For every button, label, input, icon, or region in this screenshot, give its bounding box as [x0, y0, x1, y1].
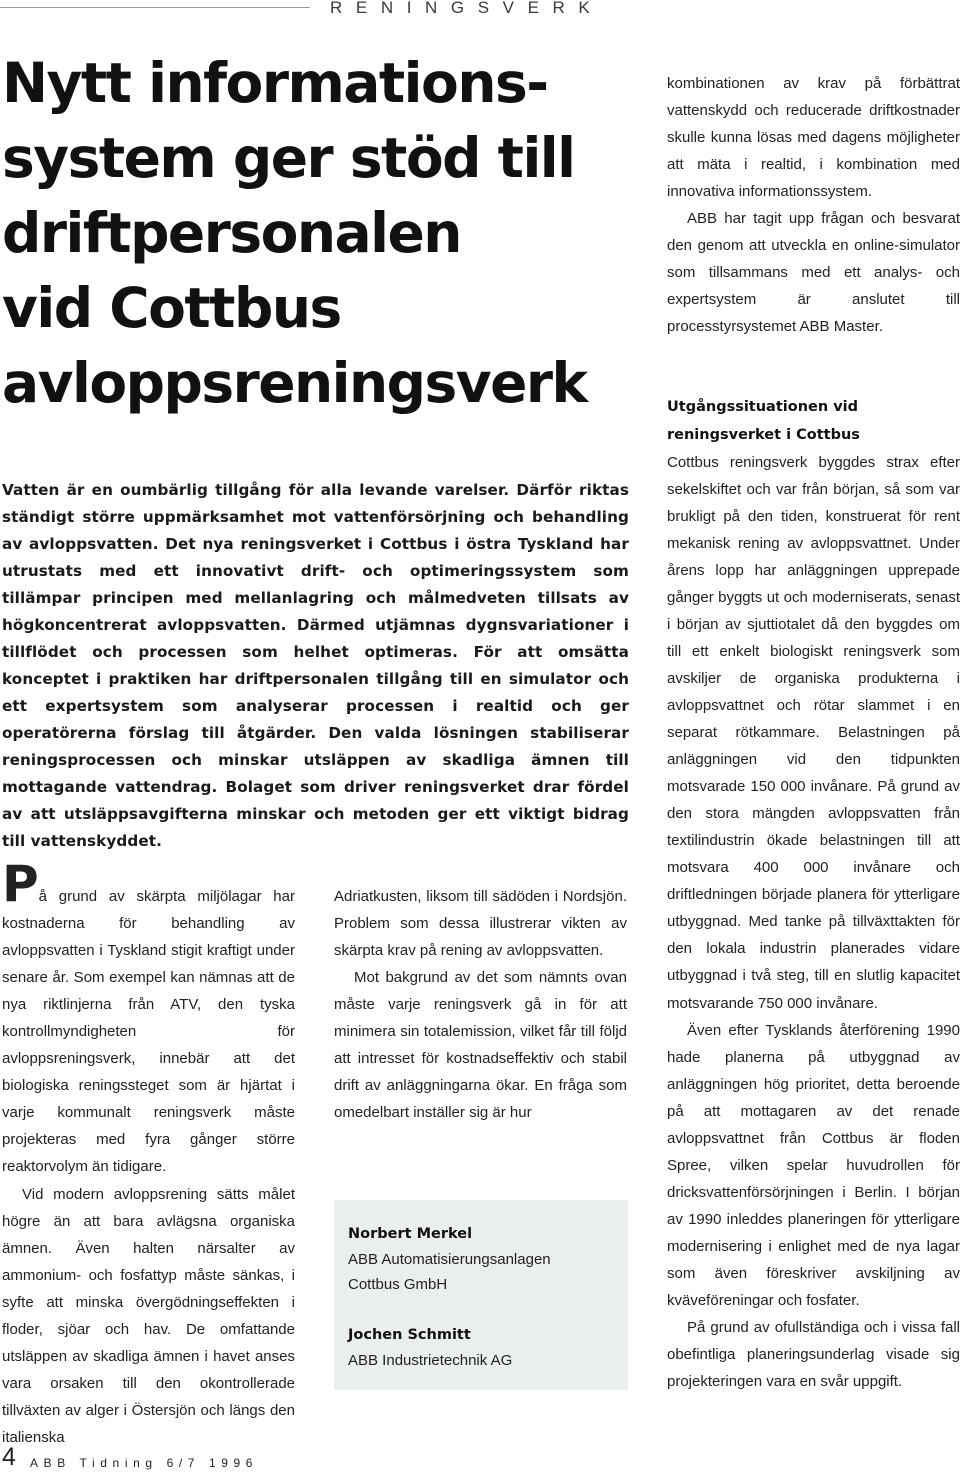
- body-paragraph: ABB har tagit upp frågan och besvarat den genom att utveckla en online-simulator som tillsammans med ett analys- och expertsystem är anslutet till processtyrsystemet ABB Master.: [667, 210, 960, 336]
- author-affiliation: Cottbus GmbH: [348, 1276, 448, 1293]
- body-column-middle: [334, 883, 627, 1126]
- title-line: avloppsreningsverk: [2, 351, 587, 415]
- section-subheading: [667, 394, 960, 448]
- author-affiliation: ABB Automatisierungsanlagen: [348, 1251, 551, 1268]
- body-column-right: [667, 70, 960, 1395]
- page-number: 4: [2, 1443, 16, 1471]
- lead-paragraph: Vatten är en oumbärlig tillgång för alla levande varelser. Därför riktas ständigt större uppmärksamhet mot vattenförsörjning och behandling av avloppsvatten. Det nya reningsverket i Cottbus i östra Tyskland har utrustats med ett innovativt drift- och optimeringssystem som tillämpar principen med mellanlagring och målmedveten tillsats av högkoncentrerat avloppsvatten. Därmed utjämnas dygnsvariationer i tillflödet och processen som helhet optimeras. För att omsätta konceptet i praktiken har driftpersonalen tillgång till en simulator och ett expertsystem som analyserar processen i realtid och ger operatörerna förslag till åtgärder. Den valda lösningen stabiliserar reningsprocessen och minskar utsläppen av skadliga ämnen till mottagande vattendrag. Bolaget som driver reningsverket drar fördel av att utsläppsavgifterna minskar och metoden ger ett viktigt bidrag till vattenskyddet.: [2, 481, 629, 850]
- body-paragraph: [2, 855, 295, 1181]
- title-line: system ger stöd till: [2, 126, 575, 190]
- body-paragraph: På grund av ofullständiga och i vissa fall obefintliga planeringsunderlag visade sig projekteringen vara en svår uppgift.: [667, 1319, 960, 1391]
- header-rule: [0, 7, 310, 8]
- title-line: Nytt informations-: [2, 51, 548, 115]
- subheading-line: Utgångssituationen vid: [667, 399, 859, 416]
- body-paragraph: Vid modern avloppsrening sätts målet högre än att bara avlägsna organiska ämnen. Även halten närsalter av ammonium- och fosfattyp måste sänkas, i syfte att minska övergödningseffekten i floder, sjöar och hav. De omfattande utsläppen av skadliga ämnen i havet anses vara orsaken till den okontrollerade tillväxten av alger i Östersjön och längs den italienska: [2, 1185, 295, 1446]
- author-name: Jochen Schmitt: [348, 1327, 471, 1343]
- article-title: [2, 46, 642, 421]
- title-line: vid Cottbus: [2, 276, 341, 340]
- body-paragraph: Adriatkusten, liksom till sädöden i Nordsjön. Problem som dessa illustrerar vikten av skärpta krav på rening av avloppsvatten.: [334, 888, 627, 960]
- paragraph-text: å grund av skärpta miljölagar har kostnaderna för behandling av avloppsvatten i Tyskland stigit kraftigt under senare år. Som exempel kan nämnas att de nya riktlinjerna från ATV, den tyska kontrollmyndigheten för avloppsreningsverk, innebär att det biologiska reningssteget som är hjärtat i varje kommunalt reningsverk måste projekteras med fyra gånger större reaktorvolym än tidigare.: [2, 888, 295, 1176]
- author-affiliation: ABB Industrietechnik AG: [348, 1352, 513, 1369]
- title-line: driftpersonalen: [2, 201, 461, 265]
- subheading-line: reningsverket i Cottbus: [667, 426, 860, 443]
- body-paragraph: Cottbus reningsverk byggdes strax efter sekelskiftet och var från början, så som var brukligt på den tiden, konstruerat för rent mekanisk rening av avloppsvattnet. Under årens lopp har anläggningen upprepade gånger byggts ut och moderniserats, senast i början av sjuttiotalet då den byggdes om till ett enkelt biologiskt reningsverk som avskiljer de organiska produkterna i avloppsvattnet och rötar slammet i en separat rötkammare. Belastningen på anläggningen vid den tidpunkten motsvarade 150 000 invånare. På grund av den stora mängden avloppsvatten från textilindustrin ökade belastningen till att motsvara 400 000 invånare och driftledningen började planera för ytterligare utbyggnad. Med tanke på tillväxttakten för den lokala industrin planerades vidare utbyggnad i två steg, till en slutlig kapacitet motsvarande 750 000 invånare.: [667, 453, 960, 1012]
- author-name: Norbert Merkel: [348, 1226, 473, 1242]
- body-paragraph: Mot bakgrund av det som nämnts ovan måste varje reningsverk gå in för att minimera sin totalemission, vilket får till följd att intresset för kostnadseffektiv och stabil drift av anläggningarna ökar. En fråga som omedelbart inställer sig är hur: [334, 969, 627, 1122]
- section-label: RENINGSVERK: [330, 0, 604, 17]
- author-box: [334, 1200, 628, 1390]
- publication-name: ABB Tidning 6/7 1996: [30, 1456, 259, 1470]
- body-paragraph: kombinationen av krav på förbättrat vattenskydd och reducerade driftkostnader skulle kunna lösas med dagens möjligheter att mäta i realtid, i kombination med innovativa informationssystem.: [667, 75, 960, 201]
- body-column-left: [2, 855, 295, 1451]
- drop-cap: P: [2, 855, 39, 913]
- body-paragraph: Även efter Tysklands återförening 1990 hade planerna på utbyggnad av anläggningen hög prioritet, detta beroende på att mottagaren av det renade avloppsvattnet från Cottbus är floden Spree, vilken spelar huvudrollen för dricksvattenförsörjningen i Berlin. I början av 1990 inleddes planeringen för ytterligare modernisering i enlighet med de nya lagar som även föreskriver avskiljning av kväveföreningar och fosfater.: [667, 1021, 960, 1310]
